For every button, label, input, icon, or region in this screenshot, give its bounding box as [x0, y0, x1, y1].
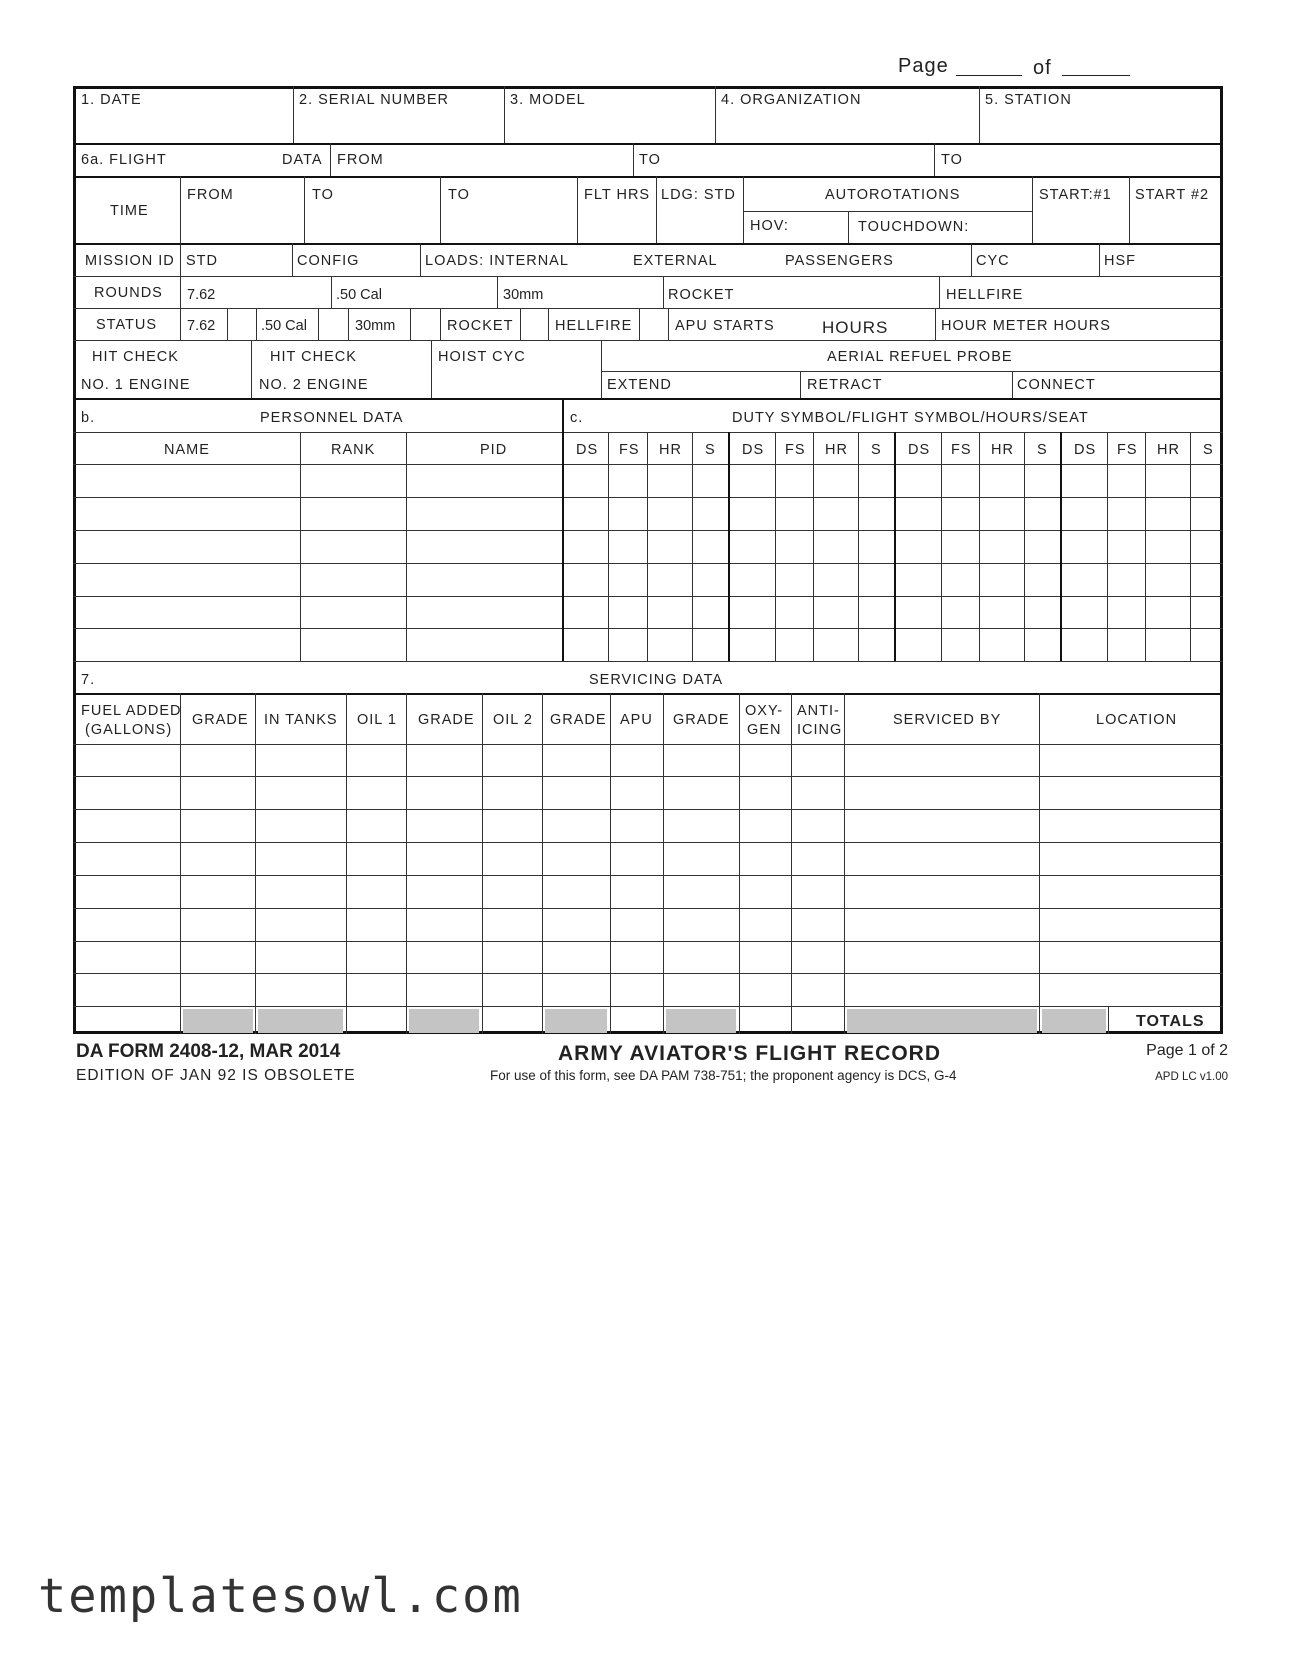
hours-label: HOURS [822, 318, 889, 337]
time-label: TIME [110, 203, 149, 219]
external-label: EXTERNAL [633, 253, 718, 269]
rounds-762-label: 7.62 [187, 287, 216, 303]
retract-label: RETRACT [807, 377, 883, 393]
personnel-data-title: PERSONNEL DATA [260, 410, 404, 426]
page-total-field[interactable] [1062, 75, 1130, 76]
page-of-note: Page 1 of 2 [1146, 1042, 1228, 1059]
autorotations-label: AUTOROTATIONS [825, 187, 961, 203]
totals-shade-location [1042, 1009, 1106, 1033]
cyc-label: CYC [976, 253, 1010, 269]
oxygen-header-1: OXY- [745, 703, 784, 719]
hit-check-1-label: HIT CHECK [92, 349, 179, 365]
rank-header: RANK [331, 442, 376, 458]
s-header: S [871, 442, 882, 458]
status-50cal-label: .50 Cal [261, 318, 307, 334]
engine-1-label: NO. 1 ENGINE [81, 377, 191, 393]
touchdown-label: TOUCHDOWN: [858, 219, 970, 235]
flight-to-label-2: TO [941, 152, 963, 168]
connect-label: CONNECT [1017, 377, 1096, 393]
totals-shade-serviced-by [847, 1009, 1037, 1033]
apu-header: APU [620, 712, 653, 728]
anti-icing-header-2: ICING [797, 722, 843, 738]
oil-2-header: OIL 2 [493, 712, 533, 728]
apu-starts-label: APU STARTS [675, 318, 775, 334]
serial-number-label: 2. SERIAL NUMBER [299, 92, 450, 108]
loads-internal-label: LOADS: INTERNAL [425, 253, 569, 269]
ds-header: DS [1074, 442, 1097, 458]
oil-2-grade-header: GRADE [550, 712, 607, 728]
form-title: ARMY AVIATOR'S FLIGHT RECORD [558, 1042, 942, 1065]
page-label: Page [898, 55, 949, 77]
hoist-cyc-label: HOIST CYC [438, 349, 526, 365]
totals-label: TOTALS [1136, 1013, 1205, 1030]
station-label: 5. STATION [985, 92, 1072, 108]
oil-1-header: OIL 1 [357, 712, 397, 728]
fs-header: FS [619, 442, 640, 458]
fuel-gallons-label: (GALLONS) [85, 722, 173, 738]
s-header: S [1203, 442, 1214, 458]
flight-to-label-1: TO [639, 152, 661, 168]
form-number: DA FORM 2408-12, MAR 2014 [76, 1041, 341, 1062]
servicing-data-title: SERVICING DATA [589, 672, 724, 688]
form-frame [73, 86, 1223, 1034]
organization-label: 4. ORGANIZATION [721, 92, 862, 108]
hr-header: HR [1157, 442, 1180, 458]
rounds-rocket-label: ROCKET [668, 287, 735, 303]
rounds-hellfire-label: HELLFIRE [946, 287, 1024, 303]
fs-header: FS [1117, 442, 1138, 458]
of-label: of [1033, 57, 1052, 79]
ds-header: DS [908, 442, 931, 458]
s-header: S [705, 442, 716, 458]
oxygen-header-2: GEN [747, 722, 782, 738]
form-usage-note: For use of this form, see DA PAM 738-751; the proponent agency is DCS, G-4 [490, 1068, 957, 1083]
rounds-30mm-label: 30mm [503, 287, 544, 303]
name-header: NAME [164, 442, 210, 458]
engine-2-label: NO. 2 ENGINE [259, 377, 369, 393]
hr-header: HR [825, 442, 848, 458]
in-tanks-header: IN TANKS [264, 712, 338, 728]
totals-shade-in-tanks [258, 1009, 343, 1033]
status-hellfire-label: HELLFIRE [555, 318, 633, 334]
flight-from-label: FROM [337, 152, 384, 168]
fuel-added-label: FUEL ADDED [81, 703, 182, 719]
flight-label: 6a. FLIGHT [81, 152, 167, 168]
s-header: S [1037, 442, 1048, 458]
aerial-refuel-probe-label: AERIAL REFUEL PROBE [827, 349, 1013, 365]
totals-shade-oil2-grade [545, 1009, 607, 1033]
page-number-field[interactable] [956, 75, 1022, 76]
date-label: 1. DATE [81, 92, 142, 108]
duty-c-label: c. [570, 410, 584, 426]
rounds-50cal-label: .50 Cal [336, 287, 382, 303]
fuel-grade-header: GRADE [192, 712, 249, 728]
start-2-label: START #2 [1135, 187, 1210, 203]
ds-header: DS [742, 442, 765, 458]
hit-check-2-label: HIT CHECK [270, 349, 357, 365]
hov-label: HOV: [750, 218, 789, 234]
time-from-label: FROM [187, 187, 234, 203]
edition-note: EDITION OF JAN 92 IS OBSOLETE [76, 1067, 356, 1084]
time-to-label-2: TO [448, 187, 470, 203]
status-762-label: 7.62 [187, 318, 216, 334]
flt-hrs-label: FLT HRS [584, 187, 651, 203]
totals-shade-apu-grade [666, 1009, 736, 1033]
passengers-label: PASSENGERS [785, 253, 894, 269]
location-header: LOCATION [1096, 712, 1178, 728]
fs-header: FS [951, 442, 972, 458]
status-rocket-label: ROCKET [447, 318, 514, 334]
model-label: 3. MODEL [510, 92, 586, 108]
flight-data-label: DATA [282, 152, 323, 168]
status-30mm-label: 30mm [355, 318, 396, 334]
anti-icing-header-1: ANTI- [797, 703, 840, 719]
start-1-label: START:#1 [1039, 187, 1112, 203]
mission-id-label: MISSION ID [85, 253, 175, 269]
ds-header: DS [576, 442, 599, 458]
pid-header: PID [480, 442, 508, 458]
ldg-std-label: LDG: STD [661, 187, 736, 203]
apu-grade-header: GRADE [673, 712, 730, 728]
status-label: STATUS [96, 317, 158, 333]
version-note: APD LC v1.00 [1155, 1071, 1228, 1083]
config-label: CONFIG [297, 253, 360, 269]
hr-header: HR [659, 442, 682, 458]
hr-header: HR [991, 442, 1014, 458]
personnel-b-label: b. [81, 410, 96, 426]
extend-label: EXTEND [607, 377, 672, 393]
watermark: templatesowl.com [38, 1569, 523, 1624]
hour-meter-hours-label: HOUR METER HOURS [941, 318, 1111, 334]
fs-header: FS [785, 442, 806, 458]
totals-shade-oil1-grade [409, 1009, 479, 1033]
oil-1-grade-header: GRADE [418, 712, 475, 728]
serviced-by-header: SERVICED BY [893, 712, 1002, 728]
totals-shade-grade [183, 1009, 253, 1033]
servicing-number-label: 7. [81, 672, 96, 688]
hsf-label: HSF [1104, 253, 1136, 269]
mission-std-label: STD [186, 253, 218, 269]
rounds-label: ROUNDS [94, 285, 163, 301]
time-to-label-1: TO [312, 187, 334, 203]
duty-title: DUTY SYMBOL/FLIGHT SYMBOL/HOURS/SEAT [732, 410, 1089, 426]
